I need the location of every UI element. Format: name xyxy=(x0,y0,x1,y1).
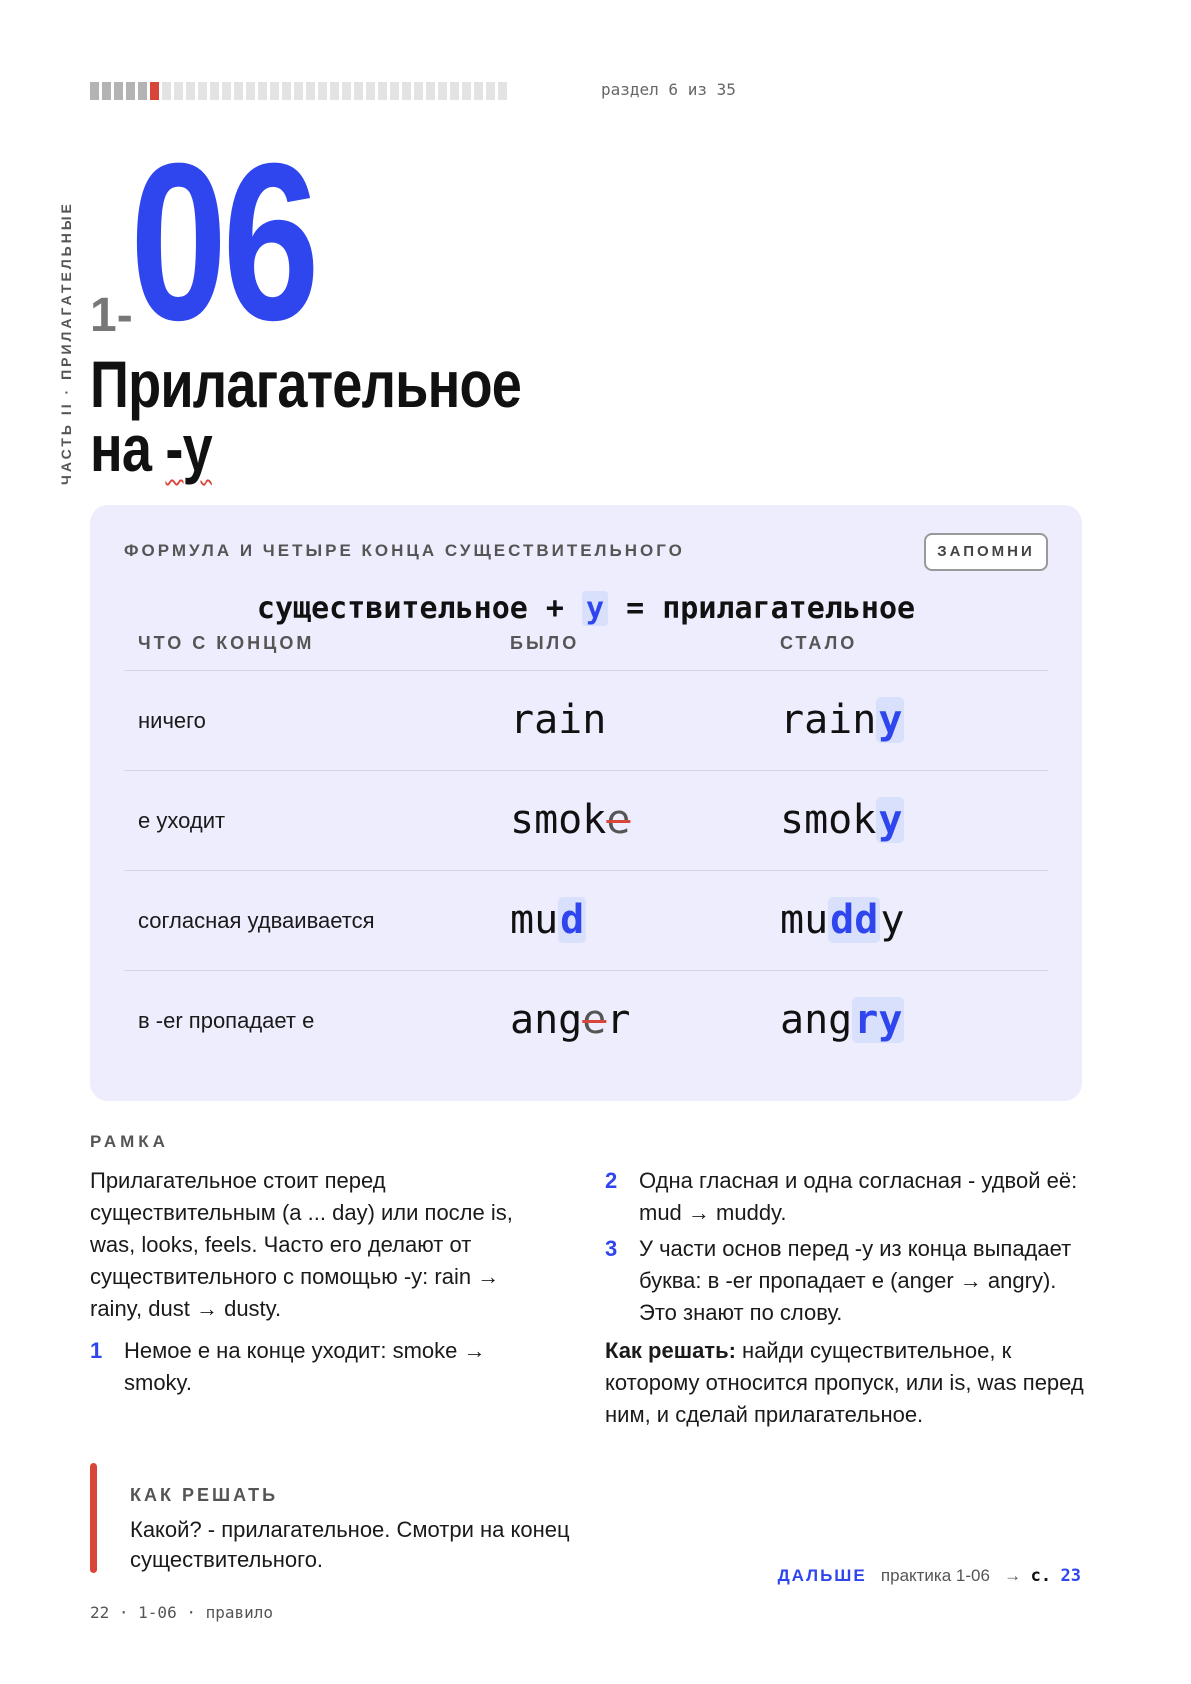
footer-page-info: 22 · 1-06 · правило xyxy=(90,1603,274,1622)
tip-heading: КАК РЕШАТЬ xyxy=(130,1485,279,1505)
progress-segment xyxy=(294,82,303,100)
progress-segment-current xyxy=(150,82,159,100)
rule-text: Немое e на конце уходит: smoke → smoky. xyxy=(124,1338,486,1395)
progress-segment xyxy=(90,82,99,100)
next-label: ДАЛЬШЕ xyxy=(777,1566,867,1585)
word-before: mud xyxy=(510,897,585,943)
card-label: ФОРМУЛА И ЧЕТЫРЕ КОНЦА СУЩЕСТВИТЕЛЬНОГО xyxy=(124,541,685,560)
next-text: практика 1-06 xyxy=(880,1566,990,1585)
next-link[interactable] xyxy=(778,1566,1081,1586)
rule-text: У части основ перед -y из конца выпадает буква: в -er пропадает e (anger → angry). Это знают по слову. xyxy=(639,1236,1072,1325)
progress-segment xyxy=(114,82,123,100)
progress-segment xyxy=(174,82,183,100)
tip-accent-bar xyxy=(90,1463,97,1573)
table-row xyxy=(124,871,1048,970)
progress-segment xyxy=(234,82,243,100)
table-row xyxy=(124,771,1048,870)
page-title xyxy=(90,347,521,485)
progress-segment xyxy=(318,82,327,100)
table-row xyxy=(124,971,1048,1070)
row-desc: ничего xyxy=(138,708,206,733)
word-before: rain xyxy=(510,697,607,743)
title-line1: Прилагательное xyxy=(90,347,521,421)
frame-left-column xyxy=(90,1165,550,1399)
progress-segment xyxy=(222,82,231,100)
page-prefix: с. xyxy=(1030,1566,1052,1586)
formula-card xyxy=(90,505,1082,1101)
progress-segment xyxy=(258,82,267,100)
progress-segment xyxy=(438,82,447,100)
word-after: rainy xyxy=(780,697,903,743)
howto-paragraph xyxy=(605,1335,1085,1431)
row-desc: согласная удваивается xyxy=(138,908,375,933)
frame-heading: РАМКА xyxy=(90,1132,169,1151)
rule-number: 1 xyxy=(90,1338,103,1363)
howto-text: найди существительное, к которому относится пропуск, или is, was перед ним, и сделай прилагательное. xyxy=(605,1338,1084,1427)
lesson-number: 06 xyxy=(130,117,315,367)
progress-segment xyxy=(498,82,507,100)
progress-segment xyxy=(246,82,255,100)
progress-segment xyxy=(138,82,147,100)
tip-text: Какой? - прилагательное. Смотри на конец существительного. xyxy=(130,1517,570,1572)
remember-badge: ЗАПОМНИ xyxy=(924,533,1048,571)
formula-left: существительное + xyxy=(256,591,564,626)
progress-segment xyxy=(270,82,279,100)
progress-segment xyxy=(102,82,111,100)
title-suffix: -y xyxy=(165,411,212,485)
row-desc: e уходит xyxy=(138,808,226,833)
progress-segment xyxy=(162,82,171,100)
progress-segment xyxy=(330,82,339,100)
frame-right-column xyxy=(605,1165,1085,1431)
progress-segment xyxy=(126,82,135,100)
rule-item xyxy=(90,1335,550,1399)
word-before: anger xyxy=(510,997,631,1043)
formula xyxy=(90,591,1082,626)
word-after: smoky xyxy=(780,797,903,843)
progress-segment xyxy=(210,82,219,100)
word-after: angry xyxy=(780,997,903,1043)
title-line2 xyxy=(90,411,521,485)
rule-text: Одна гласная и одна согласная - удвой её: mud → muddy. xyxy=(639,1168,1078,1225)
progress-segment xyxy=(378,82,387,100)
progress-segment xyxy=(390,82,399,100)
progress-segment xyxy=(402,82,411,100)
formula-y: y xyxy=(582,591,608,626)
progress-segment xyxy=(366,82,375,100)
word-after: muddy xyxy=(780,897,905,943)
progress-segment xyxy=(282,82,291,100)
title-line2-pre: на xyxy=(90,411,166,485)
next-page-number: 23 xyxy=(1060,1566,1081,1586)
progress-segment xyxy=(198,82,207,100)
progress-segment xyxy=(462,82,471,100)
progress-segment xyxy=(486,82,495,100)
howto-bold: Как решать: xyxy=(605,1338,736,1363)
progress-segment xyxy=(474,82,483,100)
progress-segment xyxy=(306,82,315,100)
word-before: smoke xyxy=(510,797,631,843)
rule-number: 2 xyxy=(605,1168,618,1193)
progress-segment xyxy=(354,82,363,100)
arrow-right-icon: → xyxy=(1004,1566,1022,1585)
frame-intro: Прилагательное стоит перед существительным (a ... day) или после is, was, looks, feels. Часто его делают от существительного с помощью -y: rain → rainy, dust → dusty. xyxy=(90,1168,513,1321)
header-what: ЧТО С КОНЦОМ xyxy=(138,633,315,653)
progress-segment xyxy=(426,82,435,100)
progress-label: раздел 6 из 35 xyxy=(601,80,736,99)
header-after: СТАЛО xyxy=(780,633,858,653)
rule-item xyxy=(605,1233,1085,1329)
lesson-prefix: 1- xyxy=(90,289,133,342)
rule-item xyxy=(605,1165,1085,1229)
section-sidebar-label: ЧАСТЬ II · ПРИЛАГАТЕЛЬНЫЕ xyxy=(58,201,74,485)
progress-segment xyxy=(414,82,423,100)
tip-box xyxy=(90,1463,630,1573)
row-desc: в -er пропадает e xyxy=(138,1008,315,1033)
progress-segment xyxy=(186,82,195,100)
progress-bar xyxy=(90,82,507,100)
header-before: БЫЛО xyxy=(510,633,580,653)
table-row xyxy=(124,671,1048,770)
progress-segment xyxy=(450,82,459,100)
progress-segment xyxy=(342,82,351,100)
formula-right: = прилагательное xyxy=(626,591,916,626)
rule-number: 3 xyxy=(605,1236,618,1261)
